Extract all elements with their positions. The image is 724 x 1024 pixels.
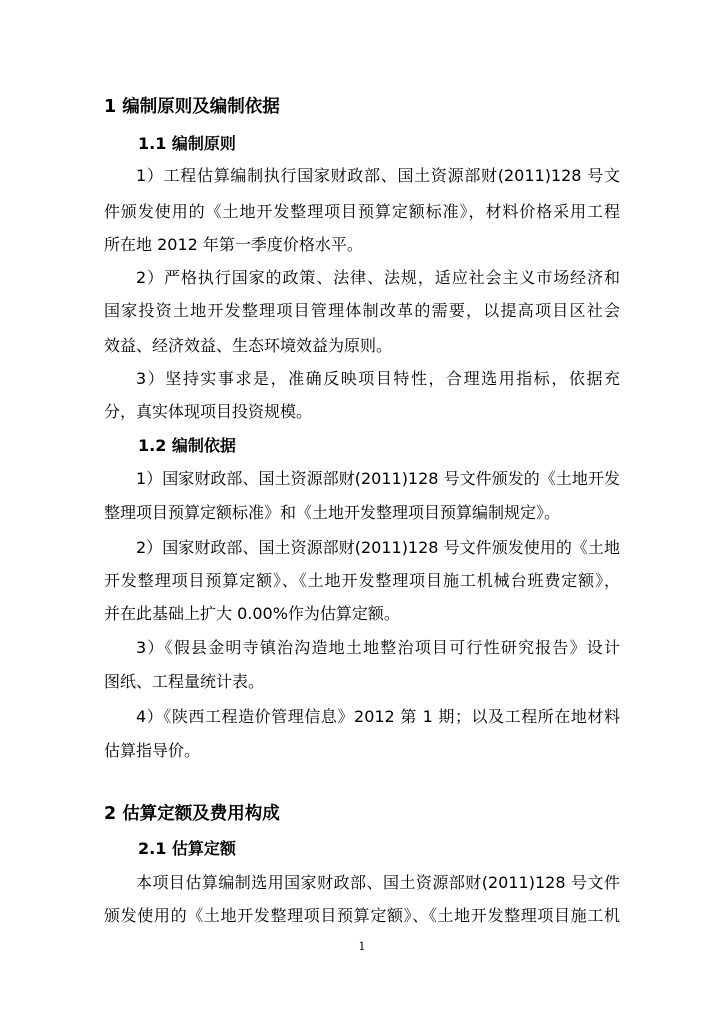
paragraph-line: 3）《假县金明寺镇治沟造地土地整治项目可行性研究报告》设计 <box>136 638 620 657</box>
page-number: 1 <box>358 940 366 953</box>
section-heading: 2 估算定额及费用构成 <box>104 804 280 824</box>
paragraph-line: 开发整理项目预算定额》、《土地开发整理项目施工机械台班费定额》， <box>104 571 620 590</box>
paragraph-line: 3）坚持实事求是，准确反映项目特性，合理选用指标，依据充 <box>136 369 620 388</box>
paragraph-line: 1）工程估算编制执行国家财政部、国土资源部财(2011)128 号文 <box>136 166 620 185</box>
subsection-heading: 2.1 估算定额 <box>138 839 236 858</box>
paragraph-line: 颁发使用的《土地开发整理项目预算定额》、《土地开发整理项目施工机 <box>104 906 620 925</box>
paragraph-line: 件颁发使用的《土地开发整理项目预算定额标准》，材料价格采用工程 <box>104 202 620 221</box>
subsection-heading: 1.2 编制依据 <box>138 436 236 455</box>
paragraph-line: 效益、经济效益、生态环境效益为原则。 <box>104 336 393 355</box>
paragraph-line: 估算指导价。 <box>104 741 201 760</box>
paragraph-line: 2）国家财政部、国土资源部财(2011)128 号文件颁发使用的《土地 <box>136 538 620 557</box>
paragraph-line: 本项目估算编制选用国家财政部、国土资源部财(2011)128 号文件 <box>136 873 620 892</box>
paragraph-line: 并在此基础上扩大 0.00%作为估算定额。 <box>104 604 400 623</box>
paragraph-line: 1）国家财政部、国土资源部财(2011)128 号文件颁发的《土地开发 <box>136 469 620 488</box>
paragraph-line: 2）严格执行国家的政策、法律、法规，适应社会主义市场经济和 <box>136 268 620 287</box>
paragraph-line: 整理项目预算定额标准》和《土地开发整理项目预算编制规定》。 <box>104 503 561 522</box>
paragraph-line: 分，真实体现项目投资规模。 <box>104 402 313 421</box>
paragraph-line: 图纸、工程量统计表。 <box>104 672 265 691</box>
paragraph-line: 所在地 2012 年第一季度价格水平。 <box>104 235 363 254</box>
subsection-heading: 1.1 编制原则 <box>138 134 236 153</box>
paragraph-line: 国家投资土地开发整理项目管理体制改革的需要，以提高项目区社会 <box>104 301 620 320</box>
paragraph-line: 4）《陕西工程造价管理信息》2012 第 1 期；以及工程所在地材料 <box>136 707 620 726</box>
section-heading: 1 编制原则及编制依据 <box>104 97 280 117</box>
